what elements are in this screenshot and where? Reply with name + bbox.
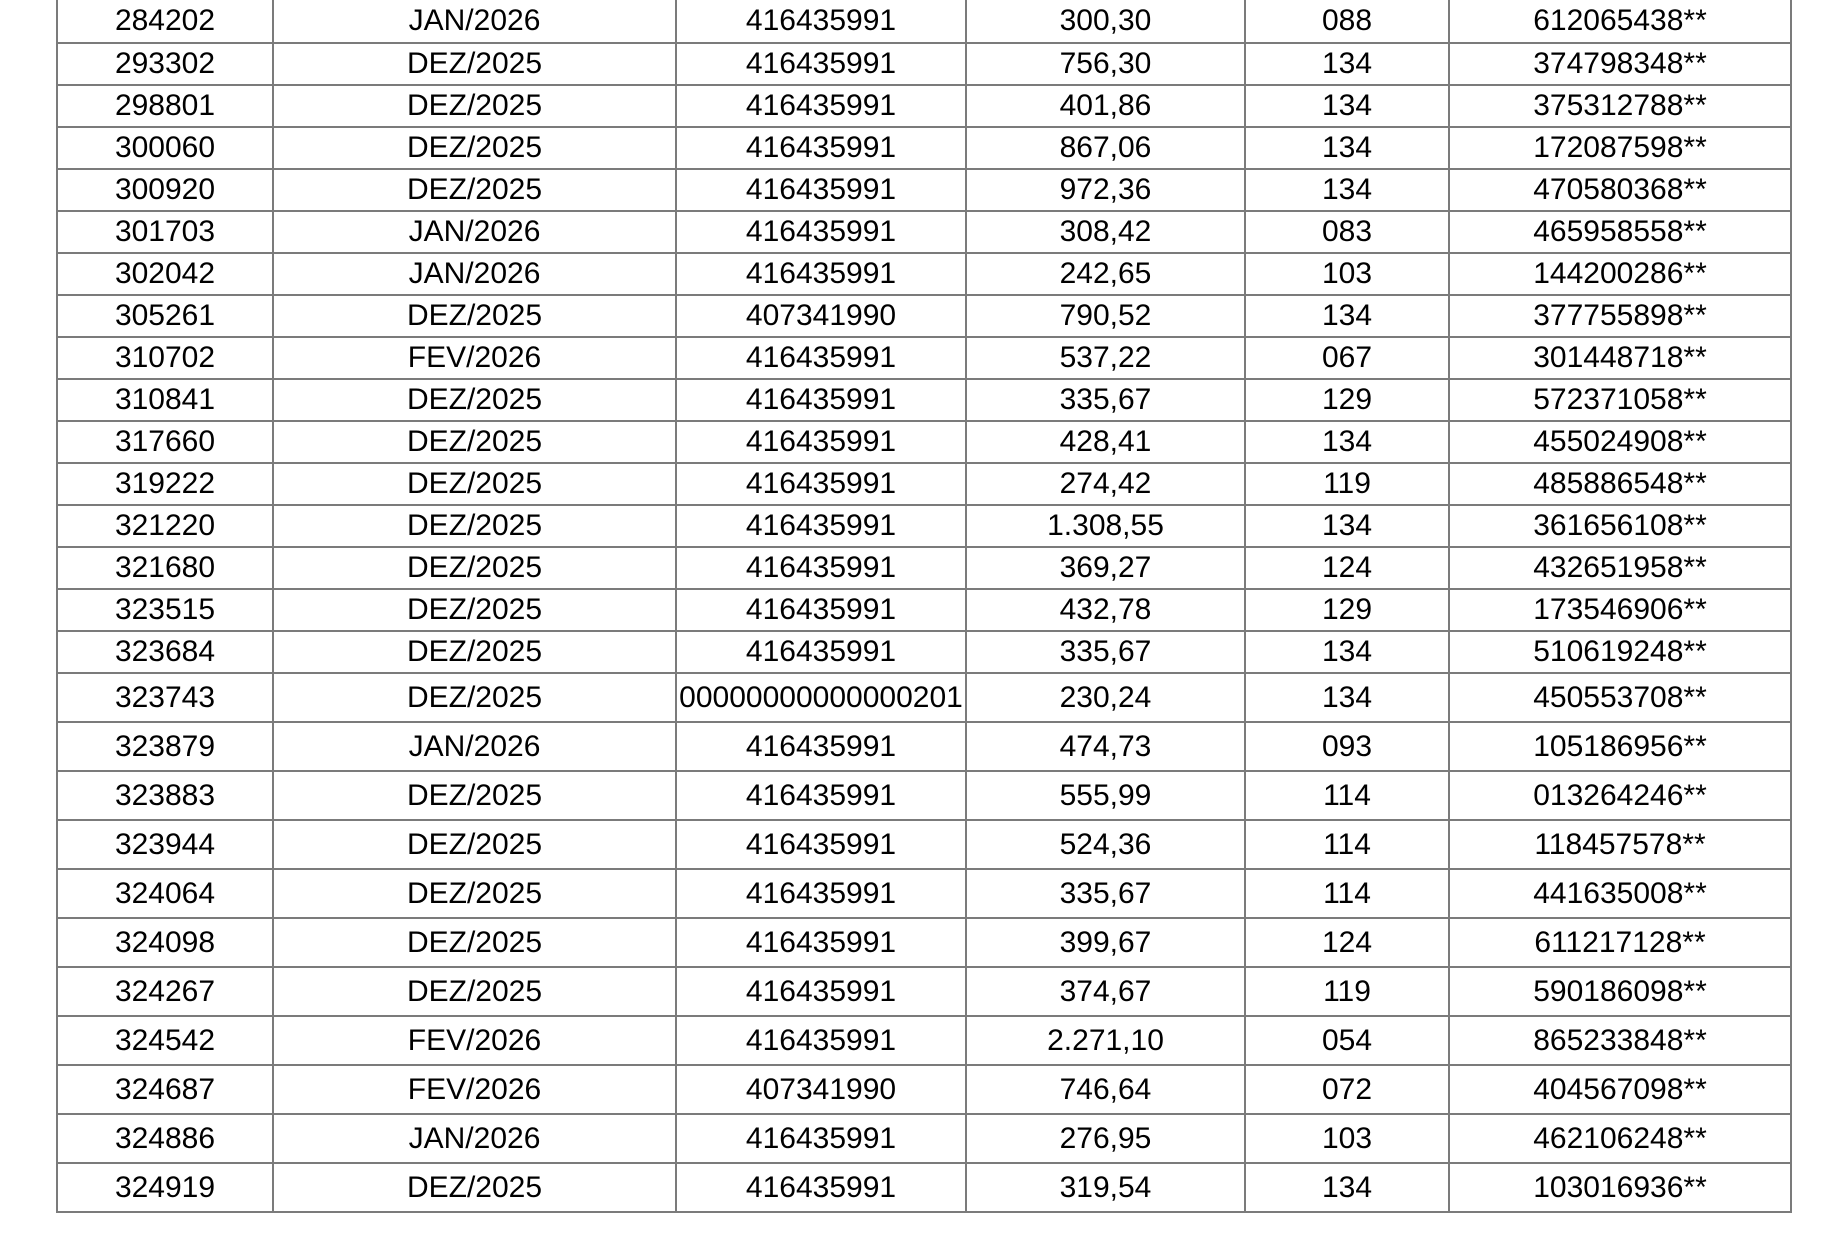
- cell-reference-month: DEZ/2025: [273, 547, 676, 589]
- cell-document-number: 416435991: [676, 211, 966, 253]
- cell-id: 298801: [57, 85, 273, 127]
- cell-amount: 756,30: [966, 43, 1245, 85]
- cell-id: 301703: [57, 211, 273, 253]
- cell-id: 310702: [57, 337, 273, 379]
- cell-code: 114: [1245, 771, 1449, 820]
- cell-code: 088: [1245, 0, 1449, 43]
- cell-document-number: 416435991: [676, 169, 966, 211]
- table-row: [57, 211, 1791, 253]
- cell-amount: 300,30: [966, 0, 1245, 43]
- cell-reference-month: DEZ/2025: [273, 379, 676, 421]
- cell-amount: 555,99: [966, 771, 1245, 820]
- cell-reference-month: DEZ/2025: [273, 589, 676, 631]
- cell-document-number: 416435991: [676, 918, 966, 967]
- cell-amount: 474,73: [966, 722, 1245, 771]
- cell-reference-month: DEZ/2025: [273, 505, 676, 547]
- cell-masked-number: 118457578**: [1449, 820, 1791, 869]
- table-row: [57, 967, 1791, 1016]
- cell-document-number: 407341990: [676, 295, 966, 337]
- cell-code: 134: [1245, 169, 1449, 211]
- cell-amount: 230,24: [966, 673, 1245, 722]
- cell-id: 321220: [57, 505, 273, 547]
- cell-id: 310841: [57, 379, 273, 421]
- cell-reference-month: DEZ/2025: [273, 1163, 676, 1212]
- cell-document-number: 416435991: [676, 127, 966, 169]
- cell-code: 129: [1245, 379, 1449, 421]
- cell-id: 324919: [57, 1163, 273, 1212]
- cell-masked-number: 103016936**: [1449, 1163, 1791, 1212]
- cell-masked-number: 105186956**: [1449, 722, 1791, 771]
- cell-reference-month: DEZ/2025: [273, 295, 676, 337]
- cell-masked-number: 375312788**: [1449, 85, 1791, 127]
- cell-reference-month: DEZ/2025: [273, 967, 676, 1016]
- cell-masked-number: 572371058**: [1449, 379, 1791, 421]
- cell-document-number: 416435991: [676, 869, 966, 918]
- cell-masked-number: 450553708**: [1449, 673, 1791, 722]
- cell-reference-month: DEZ/2025: [273, 463, 676, 505]
- cell-code: 054: [1245, 1016, 1449, 1065]
- cell-id: 319222: [57, 463, 273, 505]
- table-row: [57, 295, 1791, 337]
- cell-masked-number: 485886548**: [1449, 463, 1791, 505]
- cell-id: 300060: [57, 127, 273, 169]
- cell-document-number: 416435991: [676, 1163, 966, 1212]
- cell-code: 119: [1245, 463, 1449, 505]
- cell-amount: 746,64: [966, 1065, 1245, 1114]
- cell-id: 305261: [57, 295, 273, 337]
- cell-code: 134: [1245, 1163, 1449, 1212]
- cell-reference-month: DEZ/2025: [273, 673, 676, 722]
- cell-id: 284202: [57, 0, 273, 43]
- cell-id: 321680: [57, 547, 273, 589]
- table-row: [57, 1114, 1791, 1163]
- cell-code: 124: [1245, 918, 1449, 967]
- cell-amount: 374,67: [966, 967, 1245, 1016]
- cell-masked-number: 510619248**: [1449, 631, 1791, 673]
- cell-reference-month: DEZ/2025: [273, 869, 676, 918]
- cell-reference-month: DEZ/2025: [273, 43, 676, 85]
- cell-reference-month: DEZ/2025: [273, 421, 676, 463]
- payments-table-body: [57, 0, 1791, 1212]
- cell-masked-number: 301448718**: [1449, 337, 1791, 379]
- cell-document-number: 416435991: [676, 1114, 966, 1163]
- cell-id: 323515: [57, 589, 273, 631]
- table-row: [57, 463, 1791, 505]
- cell-document-number: 416435991: [676, 0, 966, 43]
- table-row: [57, 771, 1791, 820]
- cell-code: 134: [1245, 43, 1449, 85]
- cell-masked-number: 611217128**: [1449, 918, 1791, 967]
- cell-id: 324687: [57, 1065, 273, 1114]
- cell-code: 103: [1245, 253, 1449, 295]
- cell-code: 134: [1245, 505, 1449, 547]
- cell-id: 324267: [57, 967, 273, 1016]
- cell-amount: 537,22: [966, 337, 1245, 379]
- cell-amount: 335,67: [966, 379, 1245, 421]
- cell-code: 124: [1245, 547, 1449, 589]
- cell-document-number: 416435991: [676, 631, 966, 673]
- cell-code: 134: [1245, 85, 1449, 127]
- cell-masked-number: 455024908**: [1449, 421, 1791, 463]
- cell-amount: 790,52: [966, 295, 1245, 337]
- cell-reference-month: JAN/2026: [273, 1114, 676, 1163]
- cell-document-number: 416435991: [676, 1016, 966, 1065]
- cell-document-number: 416435991: [676, 547, 966, 589]
- cell-masked-number: 377755898**: [1449, 295, 1791, 337]
- cell-masked-number: 144200286**: [1449, 253, 1791, 295]
- cell-code: 134: [1245, 421, 1449, 463]
- cell-amount: 867,06: [966, 127, 1245, 169]
- cell-code: 134: [1245, 631, 1449, 673]
- cell-masked-number: 465958558**: [1449, 211, 1791, 253]
- cell-reference-month: JAN/2026: [273, 0, 676, 43]
- table-row: [57, 820, 1791, 869]
- cell-amount: 401,86: [966, 85, 1245, 127]
- cell-id: 323879: [57, 722, 273, 771]
- table-row: [57, 505, 1791, 547]
- cell-reference-month: FEV/2026: [273, 337, 676, 379]
- table-row: [57, 547, 1791, 589]
- cell-document-number: 407341990: [676, 1065, 966, 1114]
- cell-code: 129: [1245, 589, 1449, 631]
- cell-id: 323684: [57, 631, 273, 673]
- cell-document-number: 416435991: [676, 43, 966, 85]
- table-row: [57, 379, 1791, 421]
- cell-document-number: 00000000000000201: [676, 673, 966, 722]
- cell-reference-month: DEZ/2025: [273, 918, 676, 967]
- cell-amount: 972,36: [966, 169, 1245, 211]
- table-row: [57, 43, 1791, 85]
- cell-amount: 242,65: [966, 253, 1245, 295]
- cell-id: 300920: [57, 169, 273, 211]
- cell-document-number: 416435991: [676, 253, 966, 295]
- cell-amount: 335,67: [966, 631, 1245, 673]
- table-row: [57, 169, 1791, 211]
- cell-amount: 335,67: [966, 869, 1245, 918]
- table-row: [57, 722, 1791, 771]
- cell-code: 119: [1245, 967, 1449, 1016]
- cell-reference-month: JAN/2026: [273, 722, 676, 771]
- cell-amount: 524,36: [966, 820, 1245, 869]
- cell-code: 093: [1245, 722, 1449, 771]
- cell-id: 317660: [57, 421, 273, 463]
- cell-amount: 308,42: [966, 211, 1245, 253]
- cell-amount: 276,95: [966, 1114, 1245, 1163]
- cell-code: 114: [1245, 820, 1449, 869]
- cell-code: 134: [1245, 673, 1449, 722]
- cell-reference-month: FEV/2026: [273, 1016, 676, 1065]
- cell-code: 072: [1245, 1065, 1449, 1114]
- cell-id: 302042: [57, 253, 273, 295]
- cell-code: 083: [1245, 211, 1449, 253]
- cell-id: 324886: [57, 1114, 273, 1163]
- table-row: [57, 85, 1791, 127]
- cell-masked-number: 172087598**: [1449, 127, 1791, 169]
- cell-document-number: 416435991: [676, 820, 966, 869]
- cell-masked-number: 013264246**: [1449, 771, 1791, 820]
- cell-amount: 369,27: [966, 547, 1245, 589]
- cell-document-number: 416435991: [676, 771, 966, 820]
- table-row: [57, 337, 1791, 379]
- cell-reference-month: JAN/2026: [273, 211, 676, 253]
- cell-masked-number: 441635008**: [1449, 869, 1791, 918]
- cell-id: 324542: [57, 1016, 273, 1065]
- cell-code: 114: [1245, 869, 1449, 918]
- cell-document-number: 416435991: [676, 463, 966, 505]
- table-row: [57, 1016, 1791, 1065]
- table-row: [57, 918, 1791, 967]
- cell-document-number: 416435991: [676, 505, 966, 547]
- cell-code: 134: [1245, 295, 1449, 337]
- table-row: [57, 1065, 1791, 1114]
- table-row: [57, 253, 1791, 295]
- cell-amount: 1.308,55: [966, 505, 1245, 547]
- table-row: [57, 1163, 1791, 1212]
- cell-document-number: 416435991: [676, 967, 966, 1016]
- cell-amount: 428,41: [966, 421, 1245, 463]
- cell-id: 324098: [57, 918, 273, 967]
- table-row: [57, 631, 1791, 673]
- table-row: [57, 127, 1791, 169]
- cell-document-number: 416435991: [676, 589, 966, 631]
- payments-table: [56, 0, 1792, 1213]
- cell-document-number: 416435991: [676, 337, 966, 379]
- cell-amount: 2.271,10: [966, 1016, 1245, 1065]
- cell-id: 324064: [57, 869, 273, 918]
- cell-masked-number: 612065438**: [1449, 0, 1791, 43]
- cell-reference-month: DEZ/2025: [273, 169, 676, 211]
- table-row: [57, 0, 1791, 43]
- cell-code: 067: [1245, 337, 1449, 379]
- cell-reference-month: JAN/2026: [273, 253, 676, 295]
- cell-masked-number: 470580368**: [1449, 169, 1791, 211]
- cell-document-number: 416435991: [676, 722, 966, 771]
- cell-masked-number: 462106248**: [1449, 1114, 1791, 1163]
- cell-masked-number: 404567098**: [1449, 1065, 1791, 1114]
- table-row: [57, 869, 1791, 918]
- cell-id: 323944: [57, 820, 273, 869]
- cell-reference-month: DEZ/2025: [273, 820, 676, 869]
- cell-document-number: 416435991: [676, 421, 966, 463]
- table-row: [57, 589, 1791, 631]
- cell-masked-number: 361656108**: [1449, 505, 1791, 547]
- cell-code: 103: [1245, 1114, 1449, 1163]
- cell-reference-month: DEZ/2025: [273, 85, 676, 127]
- cell-document-number: 416435991: [676, 85, 966, 127]
- table-row: [57, 421, 1791, 463]
- cell-masked-number: 432651958**: [1449, 547, 1791, 589]
- cell-document-number: 416435991: [676, 379, 966, 421]
- cell-masked-number: 173546906**: [1449, 589, 1791, 631]
- cell-masked-number: 374798348**: [1449, 43, 1791, 85]
- cell-masked-number: 590186098**: [1449, 967, 1791, 1016]
- cell-masked-number: 865233848**: [1449, 1016, 1791, 1065]
- table-row: [57, 673, 1791, 722]
- cell-amount: 274,42: [966, 463, 1245, 505]
- cell-amount: 432,78: [966, 589, 1245, 631]
- cell-id: 293302: [57, 43, 273, 85]
- cell-reference-month: DEZ/2025: [273, 127, 676, 169]
- cell-amount: 399,67: [966, 918, 1245, 967]
- cell-reference-month: FEV/2026: [273, 1065, 676, 1114]
- cell-reference-month: DEZ/2025: [273, 771, 676, 820]
- cell-reference-month: DEZ/2025: [273, 631, 676, 673]
- cell-id: 323743: [57, 673, 273, 722]
- cell-code: 134: [1245, 127, 1449, 169]
- cell-amount: 319,54: [966, 1163, 1245, 1212]
- cell-id: 323883: [57, 771, 273, 820]
